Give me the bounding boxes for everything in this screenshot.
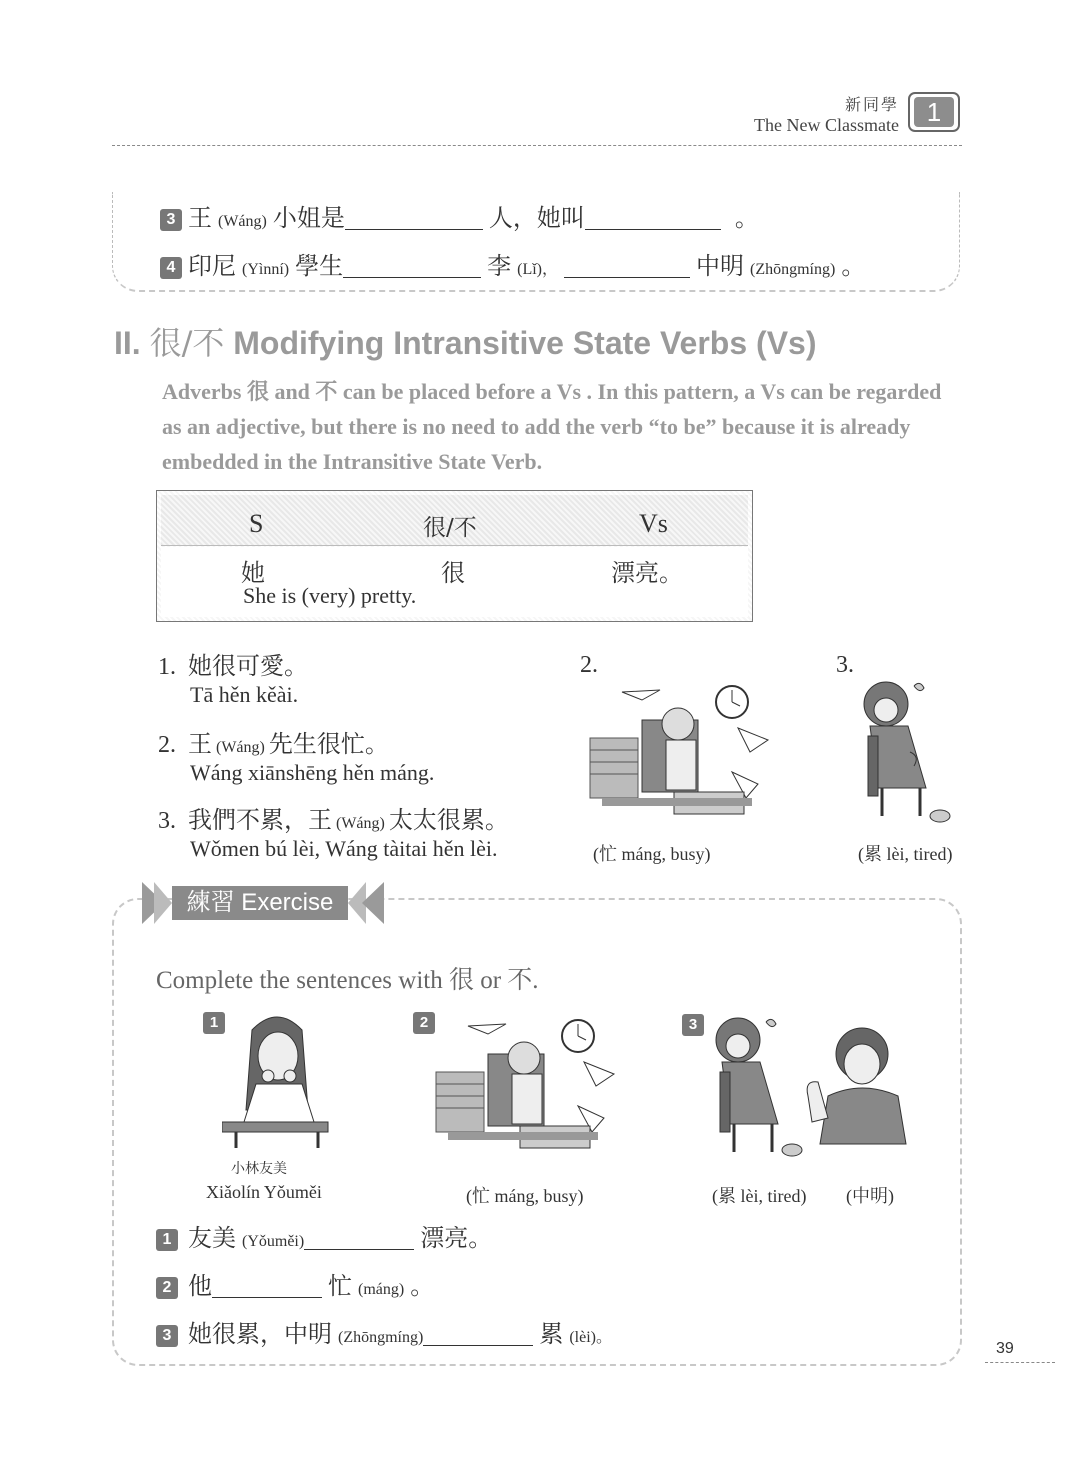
row-vs: 漂亮。 xyxy=(611,559,683,587)
tired-woman-and-zhongming-illustration xyxy=(700,1012,920,1162)
pinyin: (Zhōngmíng) xyxy=(750,261,836,278)
item-number: 4 xyxy=(160,257,182,279)
example-picture-3-number: 3. xyxy=(836,652,854,678)
page-number: 39 xyxy=(996,1340,1014,1357)
example-3 xyxy=(158,800,509,835)
item-number: 3 xyxy=(156,1325,178,1347)
exercise-picture-1-number: 1 xyxy=(203,1012,225,1034)
example-chinese: 我們不累，王 xyxy=(188,806,332,834)
header-adverb: 很/不 xyxy=(423,515,477,541)
example-chinese: 太太很累。 xyxy=(388,806,509,834)
text: 。 xyxy=(841,252,866,280)
exercise-item-2 xyxy=(156,1266,434,1301)
text: 忙 xyxy=(328,1272,352,1300)
section-description: Adverbs 很 and 不 can be placed before a Vs . In this pattern, a Vs can be regarded as an adjective, but there is no need to add the verb “to be” because it is already embedded in the Intransitive State Verb. xyxy=(162,379,942,474)
pinyin: (Wáng) xyxy=(218,213,267,230)
text: 王 xyxy=(188,204,212,232)
answer-blank[interactable] xyxy=(212,1275,322,1298)
text: 她很累，中明 xyxy=(188,1320,332,1348)
banner-chevron-left-inner xyxy=(154,882,172,924)
exercise-picture-3-caption-extra: (中明) xyxy=(846,1186,894,1206)
text: 。 xyxy=(734,204,759,232)
example-number: 3. xyxy=(158,808,176,834)
top-exercise-item-3 xyxy=(160,198,759,233)
pinyin: (Yìnní) xyxy=(242,261,290,278)
exercise-instruction: Complete the sentences with 很 or 不. xyxy=(156,967,539,994)
exercise-item-3 xyxy=(156,1314,612,1349)
text: 漂亮。 xyxy=(420,1224,493,1252)
example-2 xyxy=(158,724,389,759)
text: 他 xyxy=(188,1272,212,1300)
example-number: 1. xyxy=(158,654,176,680)
tired-woman-illustration xyxy=(848,676,958,826)
item-number: 2 xyxy=(156,1277,178,1299)
answer-blank[interactable] xyxy=(304,1227,414,1250)
busy-office-worker-illustration-2 xyxy=(430,1014,630,1164)
section-title-zh: 很/不 xyxy=(149,324,225,362)
top-exercise-item-4 xyxy=(160,246,865,281)
example-picture-3-caption: (累 lèi, tired) xyxy=(858,844,953,864)
chapter-number-badge xyxy=(908,92,960,132)
pattern-table-header xyxy=(161,495,748,546)
exercise-label: 練習 Exercise xyxy=(172,886,348,920)
exercise-picture-1-caption: Xiǎolín Yǒuměi xyxy=(206,1182,322,1202)
section-numeral: II. xyxy=(114,325,141,361)
exercise-picture-2-caption: (忙 máng, busy) xyxy=(466,1186,584,1206)
item-number: 3 xyxy=(160,209,182,231)
pinyin: (Yǒuměi) xyxy=(242,1233,305,1250)
text: 友美 xyxy=(188,1224,236,1252)
example-number: 2. xyxy=(158,732,176,758)
example-1-pinyin: Tā hěn kěài. xyxy=(190,682,299,707)
chapter-title-en: The New Classmate xyxy=(754,115,899,135)
header-vs: Vs xyxy=(639,509,668,538)
exercise-picture-2-number: 2 xyxy=(413,1012,435,1034)
exercise-picture-1-caption-zh: 小林友美 xyxy=(231,1161,287,1177)
row-subject: 她 xyxy=(241,559,265,587)
section-title xyxy=(114,318,816,364)
example-2-pinyin: Wáng xiānshēng hěn máng. xyxy=(190,760,435,785)
example-pinyin-note: (Wáng) xyxy=(216,739,265,756)
exercise-picture-3-caption: (累 lèi, tired) xyxy=(712,1186,807,1206)
example-1 xyxy=(158,646,308,681)
example-chinese: 她很可愛。 xyxy=(188,652,308,680)
text: 累 xyxy=(539,1320,564,1348)
example-chinese: 先生很忙。 xyxy=(268,730,389,758)
text: 學生 xyxy=(295,252,344,280)
busy-office-worker-illustration xyxy=(582,680,782,830)
answer-blank[interactable] xyxy=(423,1323,533,1346)
answer-blank[interactable] xyxy=(345,207,483,230)
item-number: 1 xyxy=(156,1229,178,1251)
banner-chevron-right xyxy=(362,882,384,924)
row-translation: She is (very) pretty. xyxy=(243,583,417,608)
header-subject: S xyxy=(249,509,264,538)
header-divider xyxy=(112,145,962,146)
answer-blank[interactable] xyxy=(585,207,721,230)
pinyin: (máng) xyxy=(358,1281,405,1298)
exercise-picture-3-number: 3 xyxy=(682,1014,704,1036)
exercise-item-1 xyxy=(156,1218,492,1253)
exercise-banner xyxy=(130,876,390,930)
text: 人，她叫 xyxy=(488,204,585,232)
pattern-table xyxy=(156,490,753,622)
example-picture-2-number: 2. xyxy=(580,652,598,678)
chapter-number: 1 xyxy=(914,97,954,127)
chapter-title-zh: 新同學 xyxy=(844,95,899,114)
pattern-table-body xyxy=(161,547,748,617)
text: 印尼 xyxy=(188,252,236,280)
section-title-en: Modifying Intransitive State Verbs (Vs) xyxy=(233,325,817,361)
page-number-divider xyxy=(985,1362,1055,1363)
pinyin: (Lǐ)， xyxy=(517,261,558,278)
pinyin: (lèi)。 xyxy=(569,1329,612,1346)
text: 李 xyxy=(487,252,512,280)
answer-blank[interactable] xyxy=(343,255,481,278)
example-chinese: 王 xyxy=(188,730,212,758)
example-picture-2-caption: (忙 máng, busy) xyxy=(593,844,711,864)
row-adverb: 很 xyxy=(441,559,465,587)
text: 中明 xyxy=(696,252,744,280)
answer-blank[interactable] xyxy=(564,255,690,278)
girl-youmei-illustration xyxy=(222,1010,332,1150)
text: 小姐是 xyxy=(272,204,345,232)
text: 。 xyxy=(410,1272,435,1300)
example-pinyin-note: (Wáng) xyxy=(336,815,385,832)
example-3-pinyin: Wǒmen bú lèi, Wáng tàitai hěn lèi. xyxy=(190,836,498,861)
pinyin: (Zhōngmíng) xyxy=(338,1329,424,1346)
